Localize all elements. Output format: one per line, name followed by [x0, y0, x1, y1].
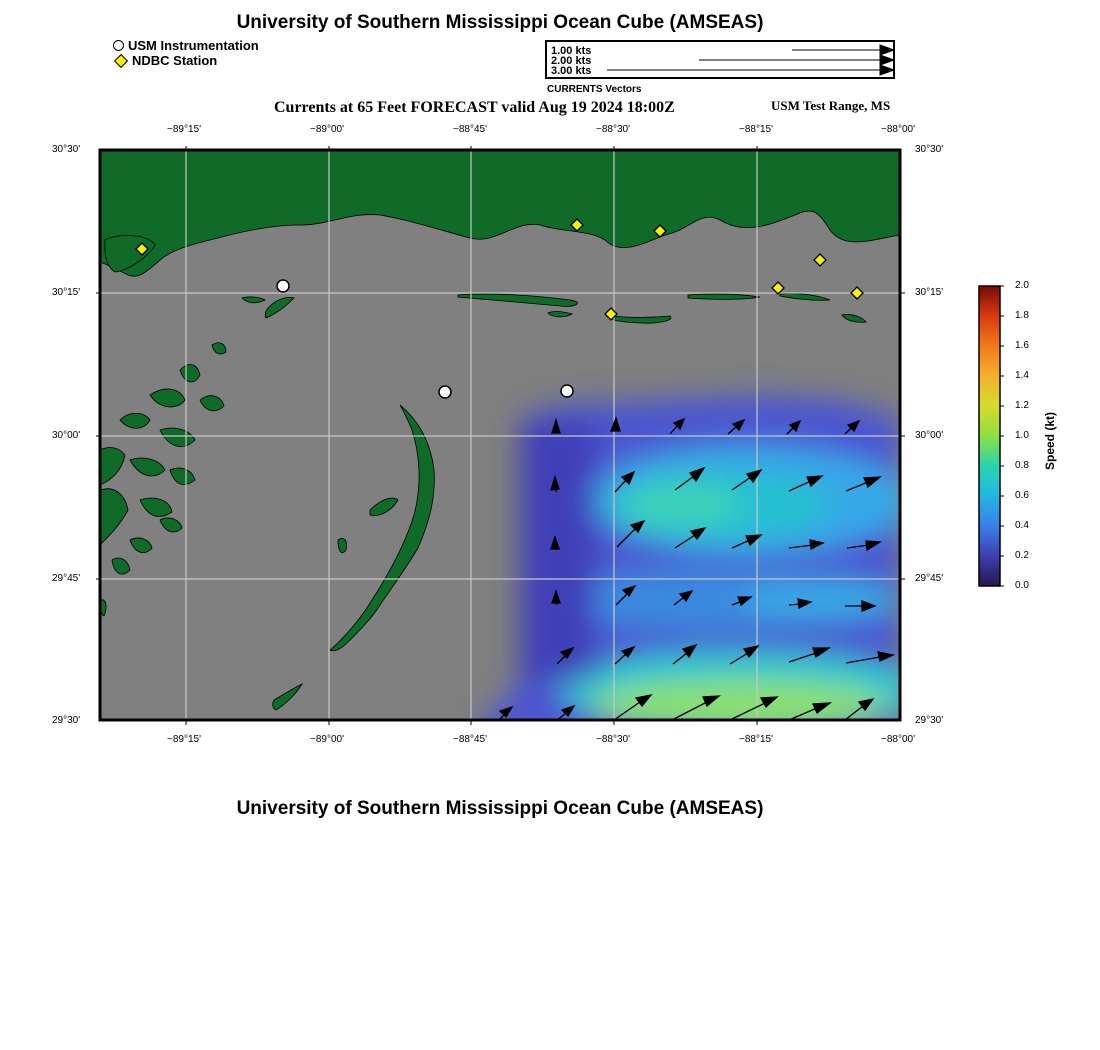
colorbar-tick: 0.0	[1015, 580, 1029, 591]
vector-key-caption: CURRENTS Vectors	[547, 84, 642, 95]
legend-ndbc-label: NDBC Station	[132, 53, 218, 68]
footer-title: University of Southern Mississippi Ocean Cube (AMSEAS)	[236, 798, 764, 819]
lon-label-bottom-3: −88°45'	[453, 734, 487, 745]
lat-label-left-2: 30°15'	[52, 287, 81, 298]
lat-label-right-1: 30°30'	[915, 144, 944, 155]
vector-key-label-3: 3.00 kts	[551, 65, 592, 77]
usm-instrument-circle-icon	[561, 385, 573, 397]
legend-ndbc-station	[113, 53, 217, 68]
vector-key-arrows	[547, 42, 893, 77]
lat-label-left-1: 30°30'	[52, 144, 81, 155]
map-canvas[interactable]	[96, 146, 908, 726]
legend-usm-instrumentation	[113, 38, 259, 53]
colorbar-tick: 0.4	[1015, 520, 1029, 531]
forecast-title: Currents at 65 Feet FORECAST valid Aug 19 2024 18:00Z	[274, 99, 675, 116]
vector-scale-key	[545, 40, 895, 79]
lon-label-top-5: −88°15'	[739, 124, 773, 135]
speed-colorbar	[975, 282, 1015, 592]
colorbar-tick: 1.6	[1015, 340, 1029, 351]
ndbc-diamond-icon	[114, 53, 128, 67]
range-label: USM Test Range, MS	[771, 98, 891, 113]
lon-label-top-4: −88°30'	[596, 124, 630, 135]
colorbar-tick: 1.2	[1015, 400, 1029, 411]
colorbar-tick: 2.0	[1015, 280, 1029, 291]
lon-label-top-2: −89°00'	[310, 124, 344, 135]
colorbar-tick: 1.8	[1015, 310, 1029, 321]
lat-label-left-5: 29°30'	[52, 715, 81, 726]
colorbar-tick: 1.4	[1015, 370, 1029, 381]
usm-instrument-circle-icon	[277, 280, 289, 292]
lat-label-right-4: 29°45'	[915, 573, 944, 584]
vector-key-label-1: 1.00 kts	[551, 45, 592, 57]
lat-label-left-3: 30°00'	[52, 430, 81, 441]
lat-label-right-2: 30°15'	[915, 287, 944, 298]
legend-usm-label: USM Instrumentation	[128, 38, 259, 53]
map-title: University of Southern Mississippi Ocean Cube (AMSEAS)	[236, 12, 764, 33]
lat-label-right-3: 30°00'	[915, 430, 944, 441]
lon-label-top-1: −89°15'	[167, 124, 201, 135]
lat-label-left-4: 29°45'	[52, 573, 81, 584]
lon-label-top-3: −88°45'	[453, 124, 487, 135]
colorbar-tick: 1.0	[1015, 430, 1029, 441]
lon-label-top-6: −88°00'	[881, 124, 915, 135]
usm-instrument-circle-icon	[113, 40, 124, 51]
lon-label-bottom-5: −88°15'	[739, 734, 773, 745]
colorbar-tick: 0.2	[1015, 550, 1029, 561]
current-speed-field	[470, 395, 908, 726]
colorbar-tick: 0.6	[1015, 490, 1029, 501]
vector-key-label-2: 2.00 kts	[551, 55, 592, 67]
usm-instrument-circle-icon	[439, 386, 451, 398]
colorbar-label: Speed (kt)	[1043, 411, 1057, 470]
lon-label-bottom-4: −88°30'	[596, 734, 630, 745]
lon-label-bottom-1: −89°15'	[167, 734, 201, 745]
lat-label-right-5: 29°30'	[915, 715, 944, 726]
colorbar-tick: 0.8	[1015, 460, 1029, 471]
lon-label-bottom-6: −88°00'	[881, 734, 915, 745]
lon-label-bottom-2: −89°00'	[310, 734, 344, 745]
